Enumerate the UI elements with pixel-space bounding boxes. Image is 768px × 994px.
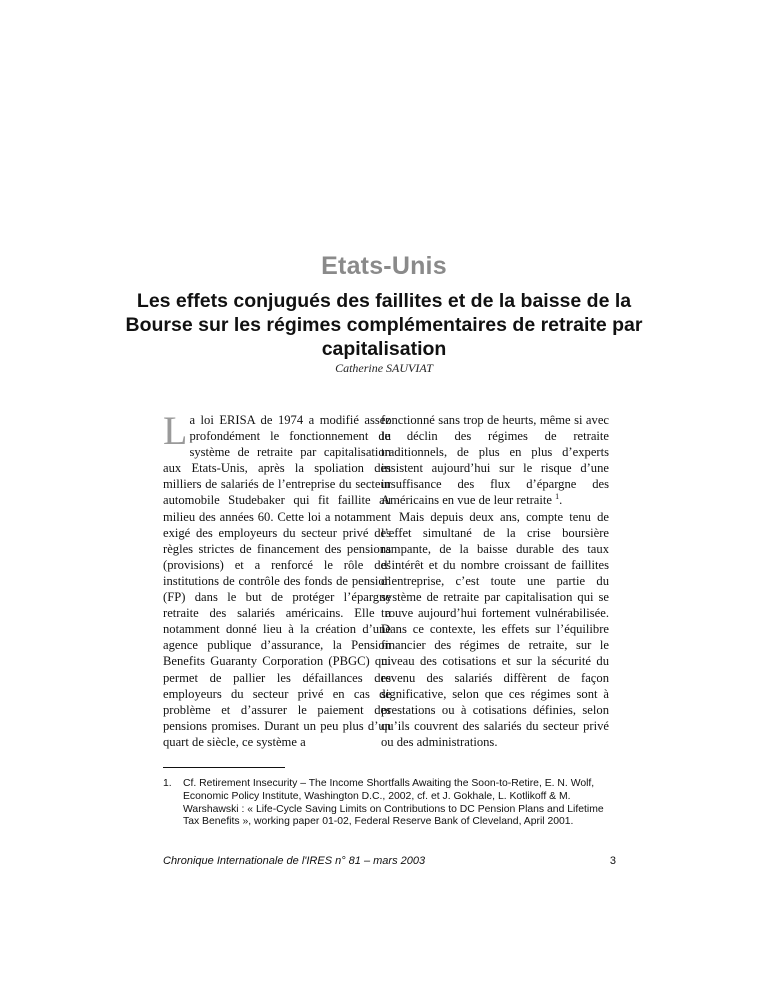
footnote bbox=[163, 778, 613, 829]
drop-cap-letter: L bbox=[163, 408, 188, 453]
article-author: Catherine SAUVIAT bbox=[335, 361, 433, 375]
footnote-separator bbox=[163, 767, 285, 768]
body-column-left bbox=[163, 408, 391, 750]
page-number: 3 bbox=[609, 855, 616, 867]
body-paragraph-1-continued bbox=[381, 412, 609, 509]
body-paragraph-2: Mais depuis deux ans, compte tenu de l’effet simultané de la crise boursière rampante, de la baisse durable des taux d’intérêt et du nombre croissant de faillites d’entreprise, c’est toute une partie du système de retraite par capitalisation qui se trouve aujourd’hui fortement vulnérabilisée. Dans ce contexte, les effets sur l’équilibre financier des régimes de retraite, sur le niveau des cotisations et sur la sécurité du revenu des salariés diffèrent de façon significative, selon que ces régimes sont à prestations ou à cotisations définies, selon qu’ils couvrent des salariés du secteur privé ou des administrations. bbox=[381, 509, 609, 749]
footnote-number: 1. bbox=[163, 778, 172, 789]
body-paragraph-1 bbox=[163, 408, 391, 750]
section-country-heading: Etats-Unis bbox=[321, 252, 447, 280]
footnote-reference[interactable]: 1 bbox=[555, 492, 560, 502]
article-title: Les effets conjugués des faillites et de la baisse de la Bourse sur les régimes complémentaires de retraite par capitalisation bbox=[125, 290, 643, 360]
journal-footer: Chronique Internationale de l'IRES n° 81 – mars 2003 bbox=[163, 855, 426, 867]
body-paragraph-1-text: a loi ERISA de 1974 a modifié assez profondément le fonctionnement du système de retraite par capitalisation aux Etats-Unis, après la spoliation des milliers de salariés de l’entreprise du secteur automobile Studebaker qui fit faillite au milieu des années 60. Cette loi a notamment exigé des employeurs du secteur privé des règles strictes de financement des pensions (provisions) et a renforcé le rôle des institutions de contrôle des fonds de pension (FP) dans le but de protéger l’épargne retraite des salariés américains. Elle a notamment donné lieu à la création d’une agence publique d’assurance, la Pension Benefits Guaranty Corporation (PBGC) qui permet de pallier les défaillances des employeurs du secteur privé en cas de problème et d’assurer le paiement des pensions promises. Durant un peu plus d’un quart de siècle, ce système a bbox=[163, 413, 391, 749]
body-column-right bbox=[381, 412, 609, 750]
body-paragraph-1-end: . bbox=[559, 493, 563, 508]
body-paragraph-1-continued-text: fonctionné sans trop de heurts, même si avec le déclin des régimes de retraite traditionnels, de plus en plus d’experts insistent aujourd’hui sur le risque d’une insuffisance des flux d’épargne des Américains en vue de leur retraite bbox=[381, 413, 609, 508]
footnote-text: Cf. Retirement Insecurity – The Income Shortfalls Awaiting the Soon-to-Retire, E. N. Wolf, Economic Policy Institute, Washington D.C., 2002, cf. et J. Gokhale, L. Kotlikoff & M. Warshawski : « Life-Cycle Saving Limits on Contributions to DC Pension Plans and Lifetime Tax Benefits », working paper 01-02, Federal Reserve Bank of Cleveland, April 2001. bbox=[183, 778, 604, 828]
